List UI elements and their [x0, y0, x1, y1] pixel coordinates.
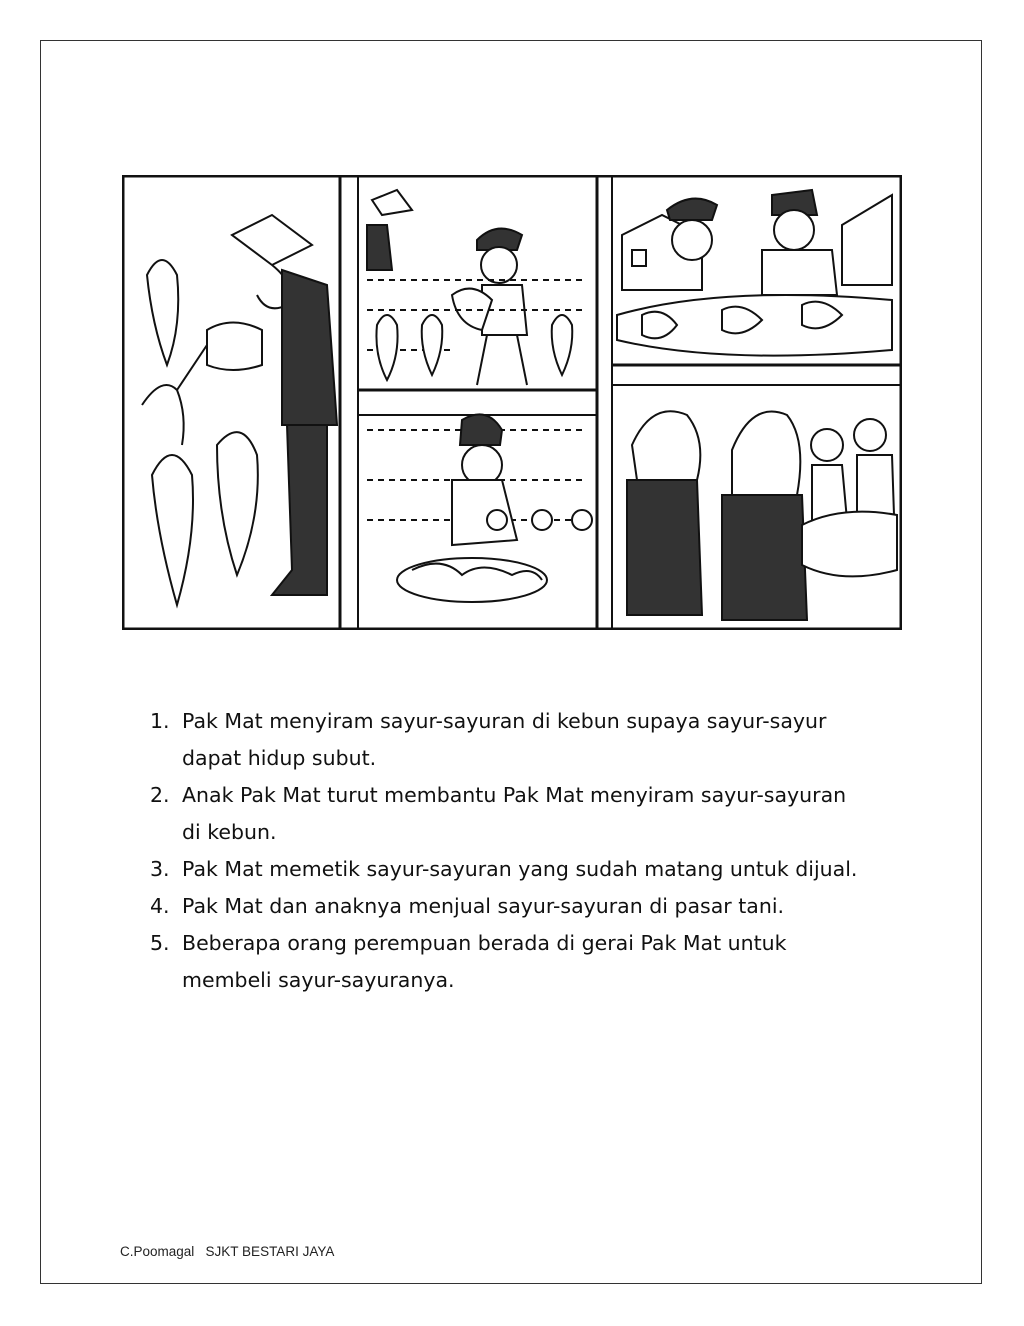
item-number: 5.	[150, 931, 170, 955]
item-text: Anak Pak Mat turut membantu Pak Mat menyiram sayur-sayuran	[182, 783, 847, 807]
item-number: 4.	[150, 894, 170, 918]
list-item	[150, 703, 930, 777]
item-text-continued: dapat hidup subut.	[182, 746, 377, 770]
item-number: 3.	[150, 857, 170, 881]
item-number: 2.	[150, 783, 170, 807]
list-item	[150, 777, 930, 851]
item-text: Pak Mat dan anaknya menjual sayur-sayuran di pasar tani.	[182, 894, 785, 918]
item-text-continued: di kebun.	[182, 820, 277, 844]
sentence-list	[150, 703, 930, 999]
list-item	[150, 851, 930, 888]
comic-illustration	[122, 175, 902, 630]
list-item	[150, 925, 930, 999]
item-text: Pak Mat memetik sayur-sayuran yang sudah matang untuk dijual.	[182, 857, 858, 881]
list-item	[150, 888, 930, 925]
item-text-continued: membeli sayur-sayuranya.	[182, 968, 455, 992]
item-text: Pak Mat menyiram sayur-sayuran di kebun supaya sayur-sayur	[182, 709, 827, 733]
item-text: Beberapa orang perempuan berada di gerai Pak Mat untuk	[182, 931, 787, 955]
footer-author: C.Poomagal SJKT BESTARI JAYA	[120, 1244, 335, 1259]
item-number: 1.	[150, 709, 170, 733]
